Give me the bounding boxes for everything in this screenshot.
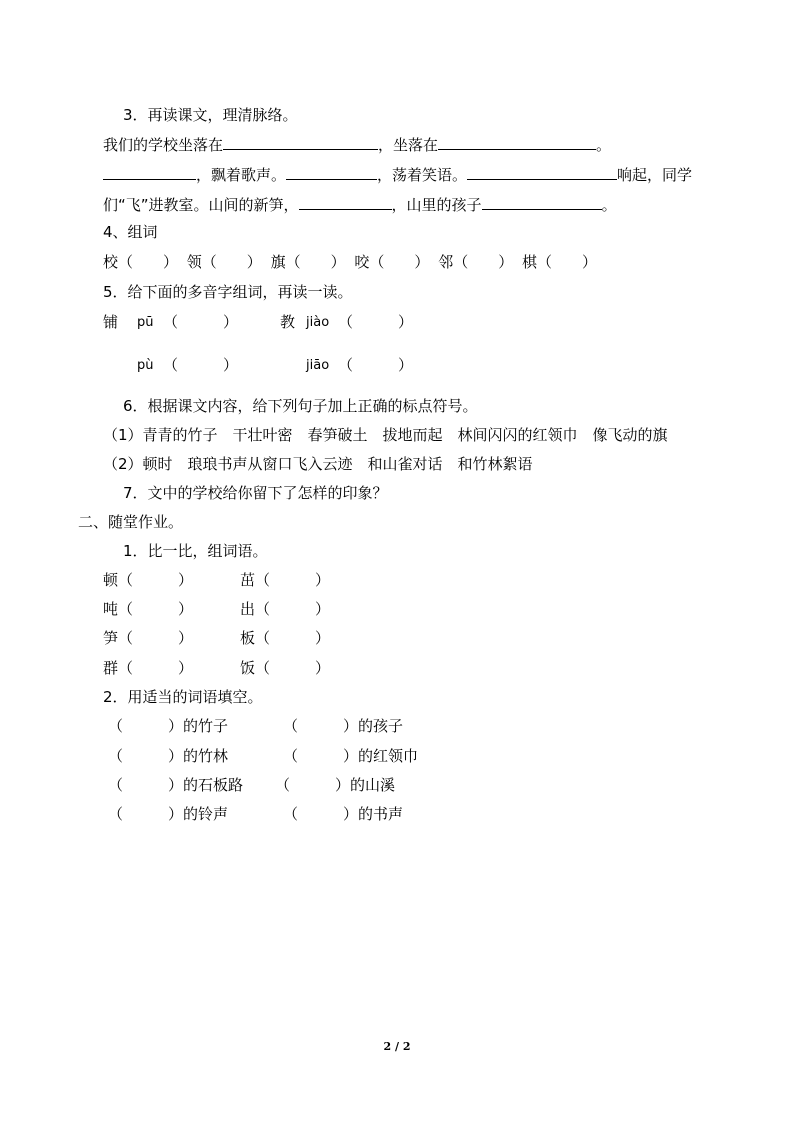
pair-3-b[interactable]: 板（ ） [240, 629, 331, 647]
fill-3-a[interactable]: （ ）的石板路 [108, 776, 244, 794]
q4-row [103, 252, 597, 272]
part2-q1-title: 1．比一比，组词语。 [123, 542, 268, 560]
part2-title: 二、随堂作业。 [78, 513, 184, 531]
q3-line2-text-b: ，荡着笑语。 [377, 166, 468, 184]
q3-line3-text-c: 。 [601, 196, 617, 214]
q3-line2-text-c: 响起，同学 [617, 166, 693, 184]
q5-answer-jiao1[interactable]: （ ） [338, 313, 414, 331]
q5-pinyin-pu1: pū [137, 315, 154, 330]
q5-pinyin-pu2: pù [137, 358, 154, 373]
q4-item-3[interactable]: 旗（ ） [270, 253, 346, 271]
q6-title: 6．根据课文内容，给下列句子加上正确的标点符号。 [123, 397, 478, 415]
page-number: 2 / 2 [383, 1040, 411, 1053]
q4-item-2[interactable]: 领（ ） [186, 253, 262, 271]
fill-4-a[interactable]: （ ）的铃声 [108, 805, 229, 823]
q4-item-6[interactable]: 棋（ ） [521, 253, 597, 271]
q3-blank-3[interactable] [103, 164, 196, 180]
q7-title: 7．文中的学校给你留下了怎样的印象？ [123, 484, 388, 502]
q3-line1-text-a: 我们的学校坐落在 [103, 136, 224, 154]
q3-blank-1[interactable] [223, 134, 378, 150]
q3-line1-text-b: ，坐落在 [378, 136, 439, 154]
fill-1-a[interactable]: （ ）的竹子 [108, 717, 229, 735]
q3-blank-4[interactable] [286, 164, 377, 180]
q3-line3-text-b: ，山里的孩子 [391, 196, 482, 214]
q3-title: 3．再读课文，理清脉络。 [123, 106, 298, 124]
fill-2-b[interactable]: （ ）的红领巾 [283, 747, 419, 765]
q5-pinyin-jiao2: jiāo [306, 358, 330, 373]
fill-1-b[interactable]: （ ）的孩子 [283, 717, 404, 735]
q4-item-5[interactable]: 邻（ ） [438, 253, 514, 271]
pair-3-a[interactable]: 笋（ ） [103, 629, 194, 647]
pair-2-b[interactable]: 出（ ） [240, 600, 331, 618]
q3-line2 [103, 164, 692, 184]
q5-answer-pu2[interactable]: （ ） [163, 356, 239, 374]
fill-2-a[interactable]: （ ）的竹林 [108, 747, 229, 765]
q6-sentence-1[interactable]: （1）青青的竹子 干壮叶密 春笋破土 拔地而起 林间闪闪的红领巾 像飞动的旗 [103, 426, 668, 444]
q3-blank-5[interactable] [467, 164, 617, 180]
fill-4-b[interactable]: （ ）的书声 [283, 805, 404, 823]
q3-blank-6[interactable] [299, 194, 392, 210]
pair-1-a[interactable]: 顿（ ） [103, 571, 194, 589]
q3-blank-2[interactable] [438, 134, 596, 150]
q4-item-4[interactable]: 咬（ ） [354, 253, 430, 271]
q3-line1 [103, 134, 611, 154]
q3-line1-text-c: 。 [596, 136, 612, 154]
q3-line3-text-a: 们“飞”进教室。山间的新笋， [103, 196, 299, 214]
fill-3-b[interactable]: （ ）的山溪 [275, 776, 396, 794]
q5-char-jiao: 教 [280, 313, 296, 331]
q4-title: 4、组词 [103, 223, 158, 241]
pair-2-a[interactable]: 吨（ ） [103, 600, 194, 618]
pair-4-a[interactable]: 群（ ） [103, 659, 194, 677]
q5-answer-pu1[interactable]: （ ） [163, 313, 239, 331]
part2-q2-title: 2．用适当的词语填空。 [103, 688, 263, 706]
q3-blank-7[interactable] [482, 194, 602, 210]
q4-item-1[interactable]: 校（ ） [103, 253, 179, 271]
pair-1-b[interactable]: 茁（ ） [240, 571, 331, 589]
q5-pinyin-jiao1: jiào [306, 315, 330, 330]
q5-char-pu: 铺 [103, 313, 119, 331]
q5-answer-jiao2[interactable]: （ ） [338, 356, 414, 374]
q5-title: 5．给下面的多音字组词，再读一读。 [103, 283, 353, 301]
q3-line2-text-a: ，飘着歌声。 [196, 166, 287, 184]
q3-line3 [103, 194, 617, 214]
q6-sentence-2[interactable]: （2）顿时 琅琅书声从窗口飞入云迹 和山雀对话 和竹林絮语 [103, 455, 533, 473]
pair-4-b[interactable]: 饭（ ） [240, 659, 331, 677]
